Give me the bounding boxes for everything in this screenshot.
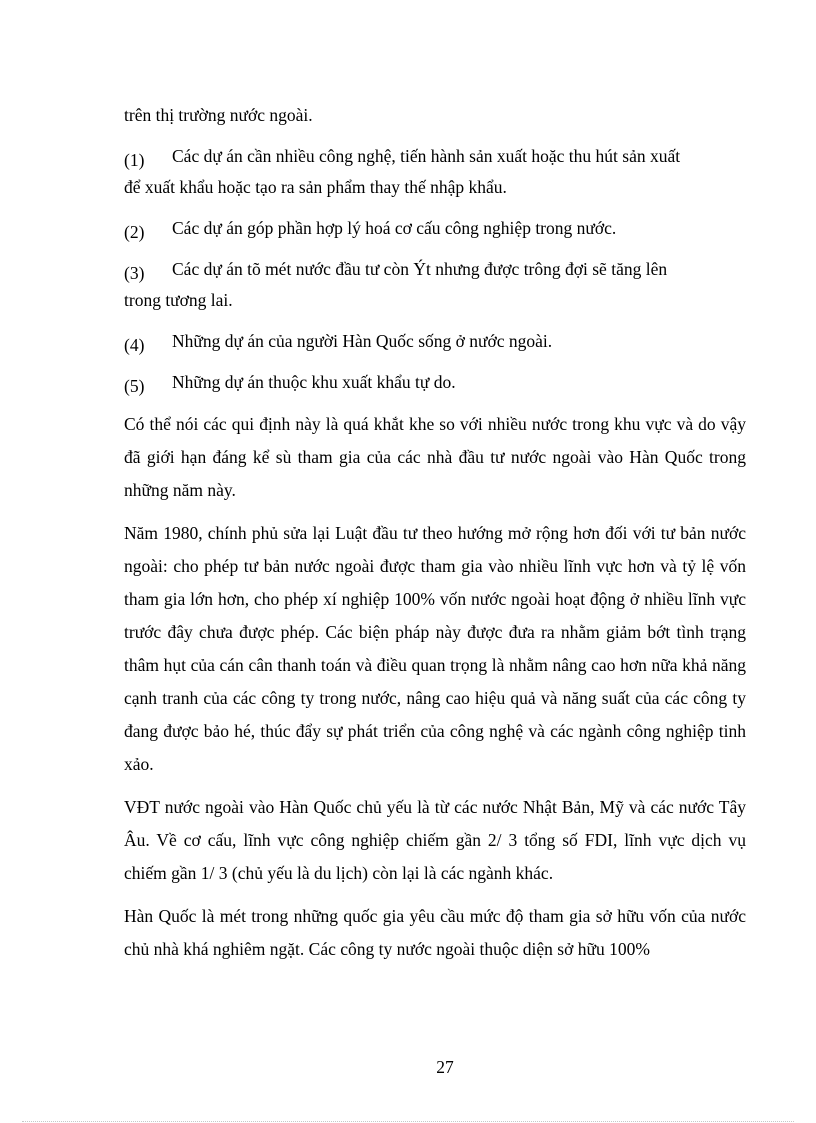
- list-item-2: [124, 213, 746, 244]
- paragraph-fdi-sources: VĐT nước ngoài vào Hàn Quốc chủ yếu là từ các nước Nhật Bản, Mỹ và các nước Tây Âu. Về cơ cấu, lĩnh vực công nghiệp chiếm gần 2/ 3 tổng số FDI, lĩnh vực dịch vụ chiếm gần 1/ 3 (chủ yếu là du lịch) còn lại là các ngành khác.: [124, 797, 746, 883]
- list-item-3: [124, 254, 746, 316]
- document-body: [124, 100, 746, 976]
- list-item-number: (5): [124, 376, 145, 396]
- paragraph-ownership: Hàn Quốc là mét trong những quốc gia yêu cầu mức độ tham gia sở hữu vốn của nước chủ nhà khá nghiêm ngặt. Các công ty nước ngoài thuộc diện sở hữu 100%: [124, 906, 746, 959]
- list-item-number: (2): [124, 222, 145, 242]
- list-item-text: Các dự án tõ mét nước đầu tư còn Ýt nhưng được trông đợi sẽ tăng lên: [172, 259, 668, 279]
- list-item-1: [124, 141, 746, 203]
- list-item-text: Những dự án của người Hàn Quốc sống ở nước ngoài.: [172, 331, 553, 351]
- list-item-5: [124, 367, 746, 398]
- paragraph-regulations: Có thể nói các qui định này là quá khắt khe so với nhiều nước trong khu vực và do vậy đã giới hạn đáng kể sù tham gia của các nhà đầu tư nước ngoài vào Hàn Quốc trong những năm này.: [124, 414, 746, 500]
- opening-line: trên thị trường nước ngoài.: [124, 105, 313, 125]
- list-item-4: [124, 326, 746, 357]
- list-item-continuation: trong tương lai.: [124, 290, 233, 310]
- list-item-number: (1): [124, 150, 145, 170]
- list-item-number: (3): [124, 263, 145, 283]
- list-item-continuation: để xuất khẩu hoặc tạo ra sản phẩm thay thế nhập khẩu.: [124, 177, 507, 197]
- list-item-text: Các dự án góp phần hợp lý hoá cơ cấu công nghiệp trong nước.: [172, 218, 617, 238]
- list-item-text: Những dự án thuộc khu xuất khẩu tự do.: [172, 372, 456, 392]
- page-bottom-divider: [22, 1121, 794, 1122]
- list-item-text: Các dự án cần nhiều công nghệ, tiến hành sản xuất hoặc thu hút sản xuất: [172, 146, 681, 166]
- paragraph-1980-reform: Năm 1980, chính phủ sửa lại Luật đầu tư theo hướng mở rộng hơn đối với tư bản nước ngoài: cho phép tư bản nước ngoài được tham gia vào nhiều lĩnh vực hơn và tỷ lệ vốn tham gia lớn hơn, cho phép xí nghiệp 100% vốn nước ngoài hoạt động ở nhiều lĩnh vực trước đây chưa được phép. Các biện pháp này được đưa ra nhằm giảm bớt tình trạng thâm hụt của cán cân thanh toán và điều quan trọng là nhằm nâng cao hơn nữa khả năng cạnh tranh của các công ty trong nước, nâng cao hiệu quả và năng suất của các công ty đang được bảo hé, thúc đẩy sự phát triển của công nghệ và các ngành công nghiệp tinh xảo.: [124, 523, 746, 774]
- list-item-number: (4): [124, 335, 145, 355]
- page-number: 27: [436, 1057, 454, 1077]
